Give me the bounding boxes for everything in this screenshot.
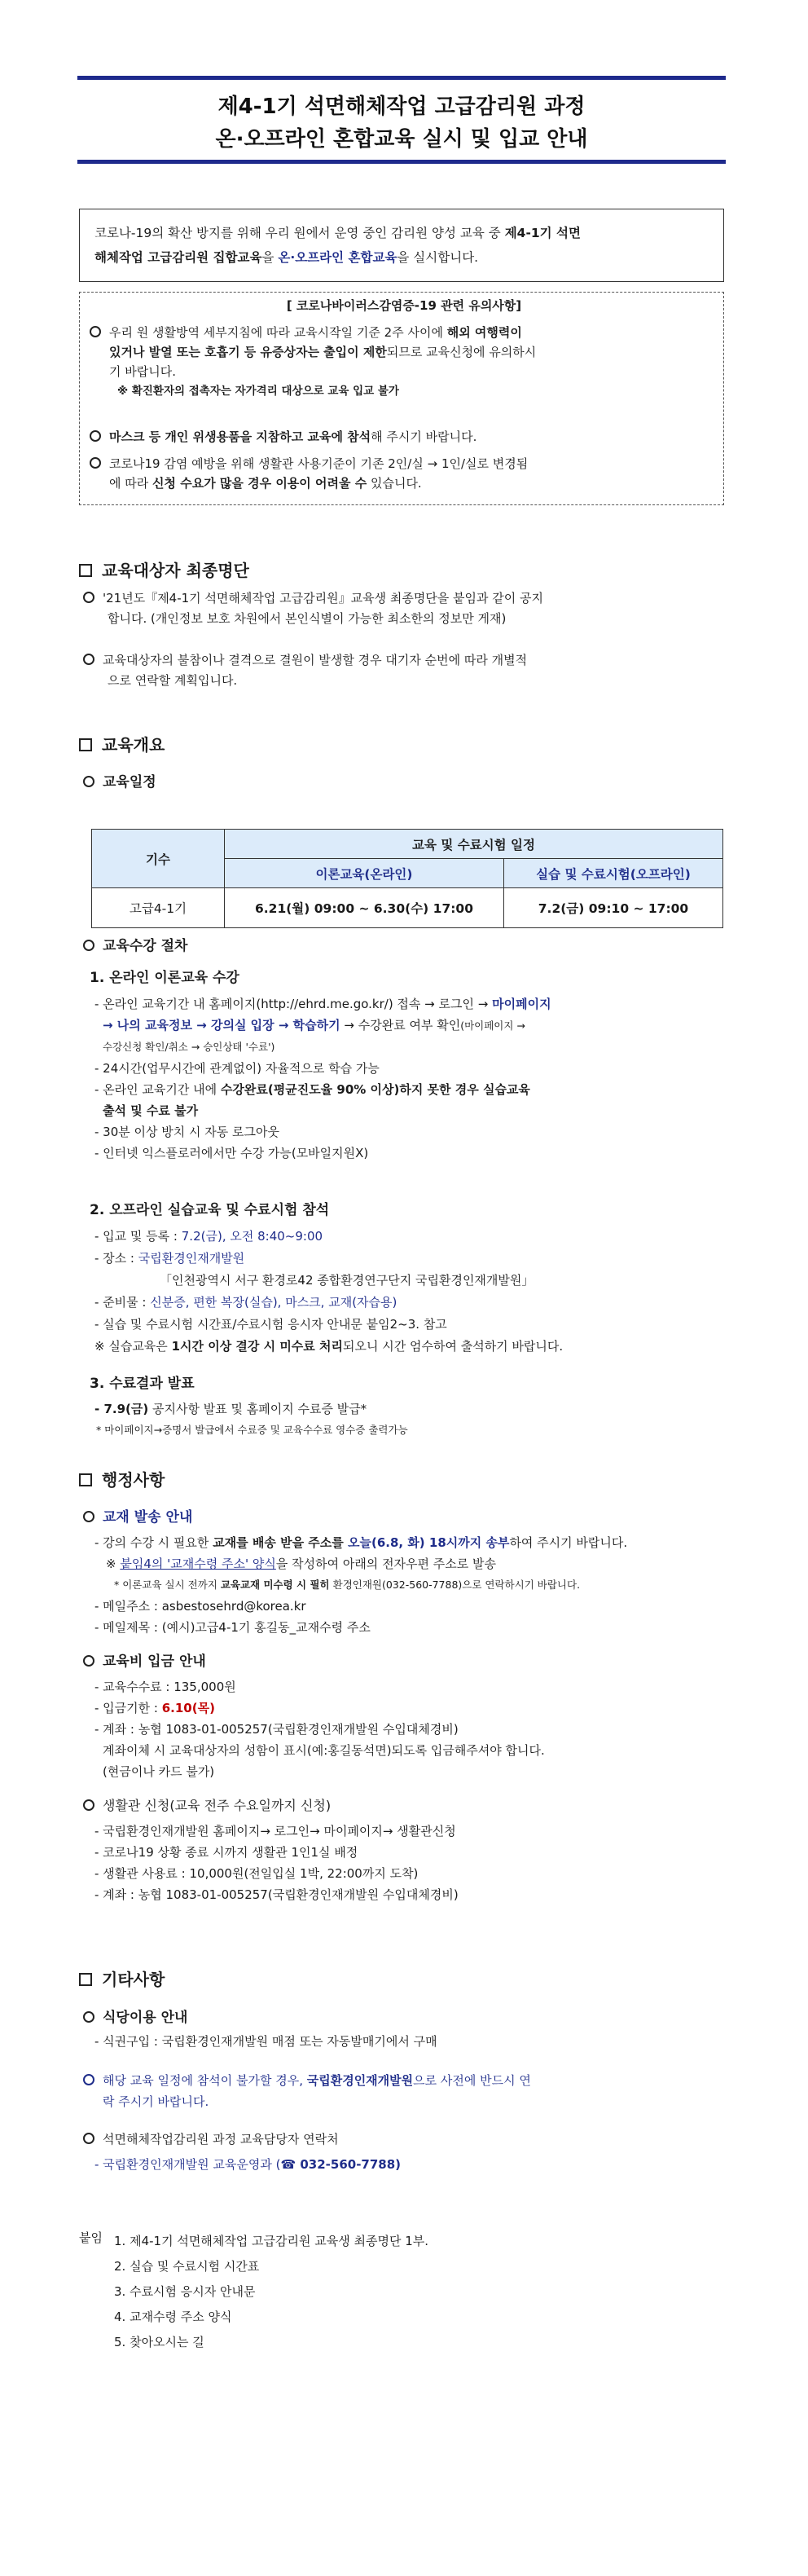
- body-text: '21년도『제4-1기 석면해체작업 고급감리원』교육생 최종명단을 붙임과 같이 공지: [103, 591, 544, 605]
- square-bullet-icon: [79, 564, 92, 577]
- notice-text: 우리 원 생활방역 세부지침에 따라 교육시작일 기준 2주 사이에: [109, 325, 447, 340]
- section-title: 교육대상자 최종명단: [102, 561, 249, 580]
- body-text: ※: [106, 1557, 121, 1571]
- body-emphasis: 교재를 배송 받을 주소를: [213, 1535, 348, 1550]
- subsection-title: 식당이용 안내: [103, 2010, 188, 2026]
- dorm-body: [94, 1821, 459, 1905]
- square-bullet-icon: [79, 738, 92, 751]
- contact-office: - 국립환경인재개발원 교육운영과 (: [94, 2157, 281, 2172]
- body-note: 수강신청 확인/취소 → 승인상태 '수료'): [103, 1041, 275, 1053]
- title-top-rule: [77, 76, 726, 80]
- section-final-list: [79, 557, 249, 581]
- procedure-heading: [83, 934, 187, 954]
- body-text: - 실습 및 수료시험 시간표/수료시험 응시자 안내문 붙임2~3. 참고: [94, 1317, 447, 1332]
- attachment-item: 5. 찾아오시는 길: [114, 2335, 204, 2349]
- attachment-item: 2. 실습 및 수료시험 시간표: [114, 2259, 260, 2274]
- body-emphasis: 1시간 이상 결강 시 미수료 처리: [171, 1339, 343, 1354]
- notice-item-1: [90, 323, 536, 401]
- cafeteria-text: - 식권구입 : 국립환경인재개발원 매점 또는 자동발매기에서 구매: [94, 2034, 437, 2049]
- attachments-list: [114, 2229, 428, 2355]
- step2-body: [94, 1226, 563, 1358]
- notice-text: 있습니다.: [367, 476, 422, 491]
- address: 「인천광역시 서구 환경로42 종합환경연구단지 국립환경인재개발원」: [160, 1273, 534, 1288]
- step1-title: 1. 온라인 이론교육 수강: [90, 970, 239, 986]
- subsection-title: 교육수강 절차: [103, 938, 188, 954]
- table-header-schedule: 교육 및 수료시험 일정: [225, 830, 723, 859]
- notice-emphasis: 신청 수요가 많을 경우 이용이 어려울 수: [152, 476, 367, 491]
- body-text: 공지사항 발표 및 홈페이지 수료증 발급*: [148, 1402, 367, 1416]
- body-note: * 마이페이지→증명서 발급에서 수료증 및 교육수수료 영수증 출력가능: [96, 1424, 408, 1436]
- table-header-term: 기수: [92, 830, 225, 888]
- notice-item-3: [90, 454, 528, 493]
- location: 국립환경인재개발원: [138, 1251, 245, 1266]
- bank-account: - 계좌 : 농협 1083-01-005257(국립환경인재개발원 수입대체경비): [94, 1722, 459, 1737]
- body-text: - 코로나19 상황 종료 시까지 생활관 1인1실 배정: [94, 1845, 358, 1860]
- notice-text: 되므로 교육신청에 유의하시: [386, 345, 537, 359]
- schedule-table: [91, 829, 723, 928]
- section-admin: [79, 1467, 165, 1491]
- bullet-circle-icon: [83, 776, 94, 787]
- intro-text-3: 을 실시합니다.: [397, 250, 479, 265]
- notice-text: 에 따라: [109, 476, 153, 491]
- body-text: → 수강완료 여부 확인: [340, 1018, 461, 1033]
- notice-emphasis: 있거나 발열 또는 호흡기 등 유증상자는 출입이 제한: [109, 345, 387, 359]
- body-text: - 준비물 :: [94, 1295, 151, 1310]
- section-misc: [79, 1966, 165, 1990]
- section-title: 교육개요: [102, 735, 165, 755]
- section-title: 행정사항: [102, 1470, 165, 1490]
- textbook-heading: [83, 1505, 192, 1526]
- deadline: 오늘(6.8, 화) 18시까지 송부: [347, 1535, 510, 1550]
- final-list-bullet-1: [83, 588, 543, 629]
- table-cell-online: 6.21(월) 09:00 ~ 6.30(수) 17:00: [225, 888, 504, 928]
- notice-emphasis: 해외 여행력이: [446, 325, 522, 340]
- body-text: - 입금기한 :: [94, 1701, 162, 1715]
- title-line-1: 제4-1기 석면해체작업 고급감리원 과정: [217, 95, 586, 119]
- intro-course-name-cont: 해체작업 고급감리원 집합교육: [94, 250, 262, 265]
- bullet-circle-icon: [83, 1799, 94, 1811]
- bullet-circle-icon: [90, 457, 101, 469]
- body-text: 계좌이체 시 교육대상자의 성함이 표시(예:홍길동석면)되도록 입금해주셔야 합니다.: [103, 1743, 545, 1758]
- subsection-title: 교육비 입금 안내: [103, 1653, 206, 1670]
- bullet-circle-icon: [83, 1655, 94, 1667]
- bullet-circle-icon: [83, 2011, 94, 2023]
- table-header-online: 이론교육(온라인): [225, 859, 504, 888]
- bullet-circle-icon: [83, 2133, 94, 2144]
- notice-text: 해 주시기 바랍니다.: [371, 429, 477, 444]
- attachment-item: 4. 교재수령 주소 양식: [114, 2310, 232, 2324]
- fee-amount: - 교육수수료 : 135,000원: [94, 1680, 236, 1694]
- body-note: * 이론교육 실시 전까지: [114, 1579, 221, 1591]
- contact-text: [94, 2155, 401, 2173]
- step2-title: 2. 오프라인 실습교육 및 수료시험 참석: [90, 1202, 330, 1218]
- dorm-heading: [83, 1795, 331, 1814]
- bullet-circle-icon: [83, 654, 94, 665]
- notice-emphasis: 마스크 등 개인 위생용품을 지참하고 교육에 참석: [109, 429, 371, 444]
- body-text: - 생활관 사용료 : 10,000원(전일입실 1박, 22:00까지 도착): [94, 1866, 419, 1881]
- notice-heading: [ 코로나바이러스감염증-19 관련 유의사항]: [286, 298, 522, 313]
- attachment-item: 1. 제4-1기 석면해체작업 고급감리원 교육생 최종명단 1부.: [114, 2234, 429, 2248]
- fee-body: [94, 1676, 545, 1782]
- body-emphasis: 수강완료(평균진도율 90% 이상)하지 못한 경우 실습교육: [220, 1082, 530, 1097]
- cafeteria-heading: [83, 2006, 187, 2026]
- body-text: - 30분 이상 방치 시 자동 로그아웃: [94, 1125, 279, 1139]
- step3-title: 3. 수료결과 발표: [90, 1376, 195, 1392]
- email-address: - 메일주소 : asbestosehrd@korea.kr: [94, 1599, 306, 1614]
- body-note: 환경인재원(032-560-7788)으로 연락하시기 바랍니다.: [329, 1579, 581, 1591]
- intro-course-name: 제4-1기 석면: [504, 226, 581, 240]
- subsection-title: 교재 발송 안내: [103, 1509, 193, 1526]
- body-text: 되오니 시간 엄수하여 출석하기 바랍니다.: [343, 1339, 564, 1354]
- schedule-heading: [83, 770, 156, 790]
- fee-heading: [83, 1649, 206, 1670]
- body-text: - 입교 및 등록 :: [94, 1229, 182, 1244]
- supplies: 신분증, 편한 복장(실습), 마스크, 교재(자습용): [150, 1295, 397, 1310]
- table-header-offline: 실습 및 수료시험(오프라인): [504, 859, 723, 888]
- section-overview: [79, 732, 165, 755]
- bullet-circle-icon: [83, 592, 94, 603]
- attachment-ref: 붙임4의 '교재수령 주소' 양식: [120, 1557, 276, 1571]
- bullet-circle-icon: [83, 940, 94, 951]
- body-text: - 온라인 교육기간 내 홈페이지(http://ehrd.me.go.kr/) 접속 → 로그인 →: [94, 997, 493, 1011]
- table-cell-offline: 7.2(금) 09:10 ~ 17:00: [504, 888, 723, 928]
- final-list-bullet-2: [83, 650, 527, 691]
- textbook-body: [94, 1532, 627, 1638]
- table-cell-term: 고급4-1기: [92, 888, 225, 928]
- body-text: - 장소 :: [94, 1251, 138, 1266]
- attachments-label: 붙임: [79, 2230, 103, 2245]
- entry-time: 7.2(금), 오전 8:40~9:00: [181, 1229, 323, 1244]
- body-text: 하여 주시기 바랍니다.: [509, 1535, 628, 1550]
- absence-notice: [83, 2070, 531, 2112]
- attachment-item: 3. 수료시험 응시자 안내문: [114, 2284, 256, 2299]
- body-text: - 강의 수강 시 필요한: [94, 1535, 213, 1550]
- title-bottom-rule: [77, 160, 726, 164]
- subsection-title: 석면해체작업감리원 과정 교육담당자 연락처: [103, 2132, 339, 2147]
- body-text: 락 주시기 바랍니다.: [103, 2094, 209, 2109]
- notice-text: 코로나19 감염 예방을 위해 생활관 사용기준이 기존 2인/실 → 1인/실로 변경됨: [109, 456, 529, 471]
- body-text: (현금이나 카드 불가): [103, 1764, 215, 1779]
- body-text: - 국립환경인재개발원 홈페이지→ 로그인→ 마이페이지→ 생활관신청: [94, 1824, 456, 1838]
- notice-item-2: [90, 428, 476, 445]
- body-text: 합니다. (개인정보 보호 차원에서 본인식별이 가능한 최소한의 정보만 게재): [108, 611, 507, 626]
- body-note: (마이페이지 →: [460, 1019, 525, 1032]
- square-bullet-icon: [79, 1973, 92, 1986]
- institute-name: 국립환경인재개발원: [306, 2073, 414, 2088]
- body-text: 해당 교육 일정에 참석이 불가할 경우,: [103, 2073, 307, 2088]
- nav-path: 마이페이지: [492, 997, 551, 1011]
- body-text: 으로 연락할 계획입니다.: [108, 673, 238, 688]
- bullet-circle-icon: [90, 430, 101, 442]
- intro-mode: 온·오프라인 혼합교육: [278, 250, 397, 265]
- bullet-circle-icon: [83, 2074, 94, 2085]
- body-text: - 인터넷 익스플로러에서만 수강 가능(모바일지원X): [94, 1146, 369, 1160]
- email-subject: - 메일제목 : (예시)고급4-1기 홍길동_교재수령 주소: [94, 1620, 371, 1635]
- notice-text: 기 바랍니다.: [109, 364, 176, 379]
- payment-deadline: 6.10(목): [161, 1701, 215, 1715]
- contact-phone: ☎ 032-560-7788): [280, 2157, 402, 2172]
- intro-text-2: 을: [261, 250, 279, 265]
- subsection-title: 교육일정: [103, 774, 156, 790]
- step3-body: [94, 1399, 408, 1440]
- nav-path: → 나의 교육정보 → 강의실 입장 → 학습하기: [103, 1018, 340, 1033]
- body-text: 을 작성하여 아래의 전자우편 주소로 발송: [275, 1557, 497, 1571]
- contact-heading: [83, 2130, 339, 2147]
- body-text: - 온라인 교육기간 내에: [94, 1082, 221, 1097]
- body-text: 으로 사전에 반드시 연: [413, 2073, 531, 2088]
- section-title: 기타사항: [102, 1970, 165, 1989]
- notice-note: ※ 확진환자의 접촉자는 자가격리 대상으로 교육 입교 불가: [117, 385, 399, 398]
- body-emphasis: 출석 및 수료 불가: [103, 1103, 199, 1118]
- intro-box: [79, 209, 724, 282]
- bullet-circle-icon: [90, 326, 101, 337]
- body-text: 교육대상자의 불참이나 결격으로 결원이 발생할 경우 대기자 순번에 따라 개별적: [103, 653, 528, 667]
- square-bullet-icon: [79, 1473, 92, 1486]
- subsection-title: 생활관 신청(교육 전주 수요일까지 신청): [103, 1798, 332, 1813]
- bullet-circle-icon: [83, 1511, 94, 1522]
- bank-account: - 계좌 : 농협 1083-01-005257(국립환경인재개발원 수입대체경비): [94, 1887, 459, 1902]
- title-line-2: 온·오프라인 혼합교육 실시 및 입교 안내: [215, 127, 588, 152]
- intro-text: 코로나-19의 확산 방지를 위해 우리 원에서 운영 중인 감리원 양성 교육 중: [94, 226, 505, 240]
- body-text: ※ 실습교육은: [94, 1339, 172, 1354]
- body-emphasis: - 7.9(금): [94, 1402, 149, 1416]
- step1-body: [94, 993, 551, 1164]
- body-note-emphasis: 교육교재 미수령 시 필히: [220, 1579, 330, 1591]
- body-text: - 24시간(업무시간에 관계없이) 자율적으로 학습 가능: [94, 1061, 380, 1076]
